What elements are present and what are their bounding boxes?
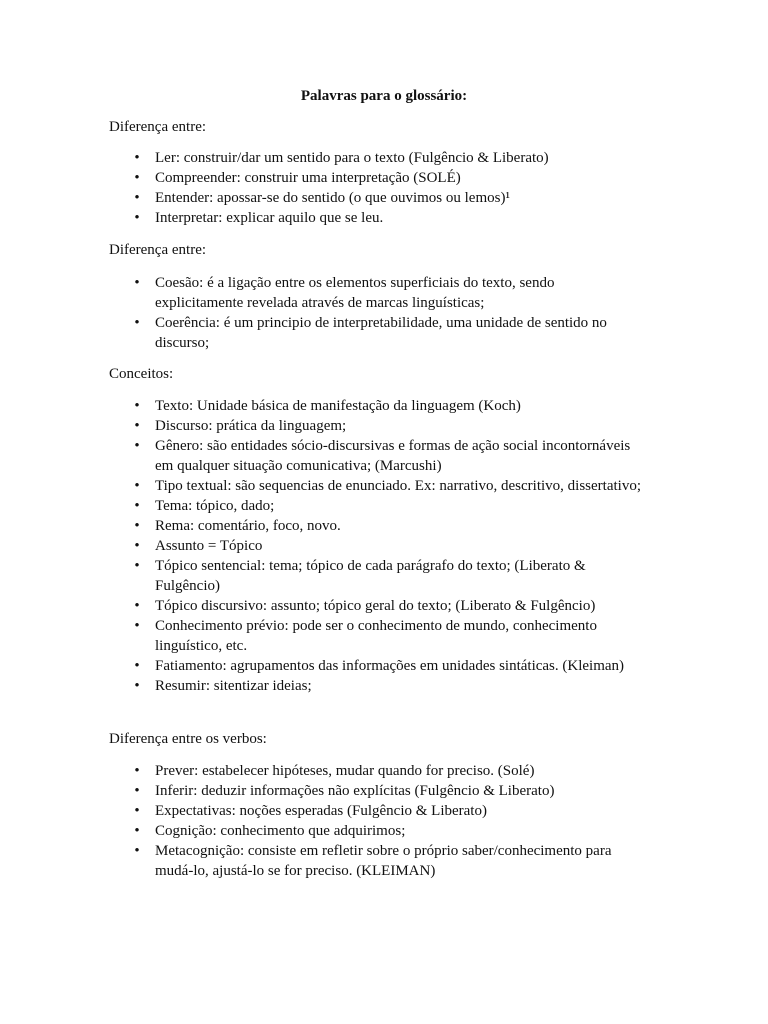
bullet-icon: • — [134, 210, 140, 226]
list-item: • Texto: Unidade básica de manifestação da linguagem (Koch) — [155, 396, 645, 416]
bullet-icon: • — [134, 598, 140, 614]
bullet-icon: • — [134, 275, 140, 291]
bullet-icon: • — [134, 538, 140, 554]
list-item: • Expectativas: noções esperadas (Fulgêncio & Liberato) — [155, 801, 645, 821]
list-item: • Inferir: deduzir informações não explícitas (Fulgêncio & Liberato) — [155, 781, 645, 801]
list-item: • Tópico discursivo: assunto; tópico geral do texto; (Liberato & Fulgêncio) — [155, 596, 645, 616]
list-item: • Ler: construir/dar um sentido para o texto (Fulgêncio & Liberato) — [155, 148, 645, 168]
bullet-icon: • — [134, 558, 140, 574]
section-list-2 — [134, 273, 645, 353]
bullet-icon: • — [134, 315, 140, 331]
bullet-icon: • — [134, 438, 140, 454]
bullet-icon: • — [134, 398, 140, 414]
list-item: • Resumir: sitentizar ideias; — [155, 676, 645, 696]
bullet-icon: • — [134, 783, 140, 799]
bullet-icon: • — [134, 498, 140, 514]
list-item: • Tema: tópico, dado; — [155, 496, 645, 516]
list-item: • Tipo textual: são sequencias de enunciado. Ex: narrativo, descritivo, dissertativo; — [155, 476, 645, 496]
list-item: • Cognição: conhecimento que adquirimos; — [155, 821, 645, 841]
bullet-icon: • — [134, 843, 140, 859]
bullet-icon: • — [134, 763, 140, 779]
list-item: • Compreender: construir uma interpretação (SOLÉ) — [155, 168, 645, 188]
section-heading-4: Diferença entre os verbos: — [109, 731, 267, 747]
list-item: • Metacognição: consiste em refletir sobre o próprio saber/conhecimento para mudá-lo, ajustá-lo se for preciso. (KLEIMAN) — [155, 841, 645, 881]
bullet-icon: • — [134, 190, 140, 206]
list-item: • Prever: estabelecer hipóteses, mudar quando for preciso. (Solé) — [155, 761, 645, 781]
list-item: • Coerência: é um principio de interpretabilidade, uma unidade de sentido no discurso; — [155, 313, 645, 353]
bullet-icon: • — [134, 678, 140, 694]
section-list-1 — [134, 148, 645, 228]
bullet-icon: • — [134, 618, 140, 634]
bullet-icon: • — [134, 803, 140, 819]
list-item: • Gênero: são entidades sócio-discursivas e formas de ação social incontornáveis em qualquer situação comunicativa; (Marcushi) — [155, 436, 645, 476]
list-item: • Entender: apossar-se do sentido (o que ouvimos ou lemos)¹ — [155, 188, 645, 208]
section-heading-3: Conceitos: — [109, 366, 174, 382]
list-item: • Fatiamento: agrupamentos das informações em unidades sintáticas. (Kleiman) — [155, 656, 645, 676]
list-item: • Assunto = Tópico — [155, 536, 645, 556]
list-item: • Rema: comentário, foco, novo. — [155, 516, 645, 536]
section-list-3 — [134, 396, 645, 696]
bullet-icon: • — [134, 150, 140, 166]
section-heading-2: Diferença entre: — [109, 242, 207, 258]
bullet-icon: • — [134, 478, 140, 494]
bullet-icon: • — [134, 170, 140, 186]
document-title: Palavras para o glossário: — [300, 88, 468, 104]
bullet-icon: • — [134, 418, 140, 434]
section-heading-1: Diferença entre: — [109, 119, 207, 135]
list-item: • Coesão: é a ligação entre os elementos superficiais do texto, sendo explicitamente revelada através de marcas linguísticas; — [155, 273, 645, 313]
list-item: • Tópico sentencial: tema; tópico de cada parágrafo do texto; (Liberato & Fulgêncio) — [155, 556, 645, 596]
list-item: • Conhecimento prévio: pode ser o conhecimento de mundo, conhecimento linguístico, etc. — [155, 616, 645, 656]
section-list-4 — [134, 761, 645, 881]
list-item: • Discurso: prática da linguagem; — [155, 416, 645, 436]
bullet-icon: • — [134, 658, 140, 674]
bullet-icon: • — [134, 823, 140, 839]
bullet-icon: • — [134, 518, 140, 534]
list-item: • Interpretar: explicar aquilo que se leu. — [155, 208, 645, 228]
